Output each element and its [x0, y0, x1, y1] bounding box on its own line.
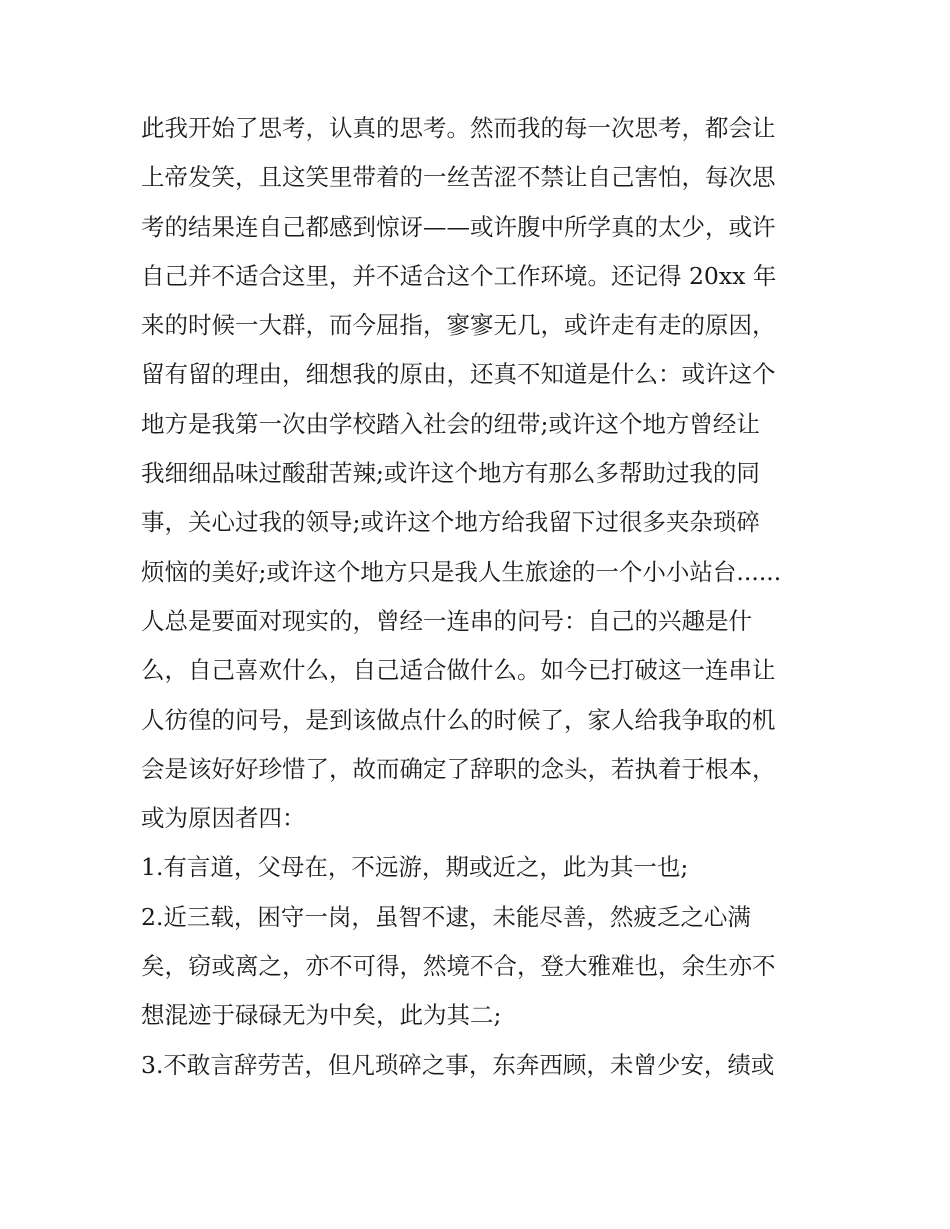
- list-item-line: 3.不敢言辞劳苦，但凡琐碎之事，东奔西顾，未曾少安，绩或: [141, 1050, 775, 1079]
- body-text: [141, 104, 821, 1090]
- text-line: 事，关心过我的领导;或许这个地方给我留下过很多夹杂琐碎: [141, 508, 760, 537]
- text-line: 人总是要面对现实的，曾经一连串的问号：自己的兴趣是什: [141, 606, 752, 635]
- text-line: 么，自己喜欢什么，自己适合做什么。如今已打破这一连串让: [141, 656, 776, 685]
- text-line: 此我开始了思考，认真的思考。然而我的每一次思考，都会让: [141, 114, 776, 142]
- text-line: 地方是我第一次由学校踏入社会的纽带;或许这个地方曾经让: [141, 409, 760, 438]
- text-line: 烦恼的美好;或许这个地方只是我人生旅途的一个小小站台......: [141, 557, 782, 586]
- text-line: 来的时候一大群，而今屈指，寥寥无几，或许走有走的原因，: [141, 311, 776, 340]
- text-line: 上帝发笑，且这笑里带着的一丝苦涩不禁让自己害怕，每次思: [141, 163, 776, 192]
- text-line: 想混迹于碌碌无为中矣，此为其二;: [141, 1001, 502, 1030]
- text-line: 会是该好好珍惜了，故而确定了辞职的念头，若执着于根本，: [141, 754, 776, 783]
- text-line: 考的结果连自己都感到惊讶——或许腹中所学真的太少，或许: [141, 212, 776, 241]
- list-item-line: 1.有言道，父母在，不远游，期或近之，此为其一也;: [141, 853, 689, 882]
- text-line: 自己并不适合这里，并不适合这个工作环境。还记得 20xx 年: [141, 261, 777, 290]
- text-line: 矣，窃或离之，亦不可得，然境不合，登大雅难也，余生亦不: [141, 952, 776, 981]
- text-line: 留有留的理由，细想我的原由，还真不知道是什么：或许这个: [141, 360, 776, 389]
- list-item-line: 2.近三载，困守一岗，虽智不逮，未能尽善，然疲乏之心满: [141, 902, 751, 931]
- text-line: 人彷徨的问号，是到该做点什么的时候了，家人给我争取的机: [141, 705, 776, 734]
- text-line: 或为原因者四：: [141, 804, 306, 833]
- text-line: 我细细品味过酸甜苦辣;或许这个地方有那么多帮助过我的同: [141, 459, 760, 488]
